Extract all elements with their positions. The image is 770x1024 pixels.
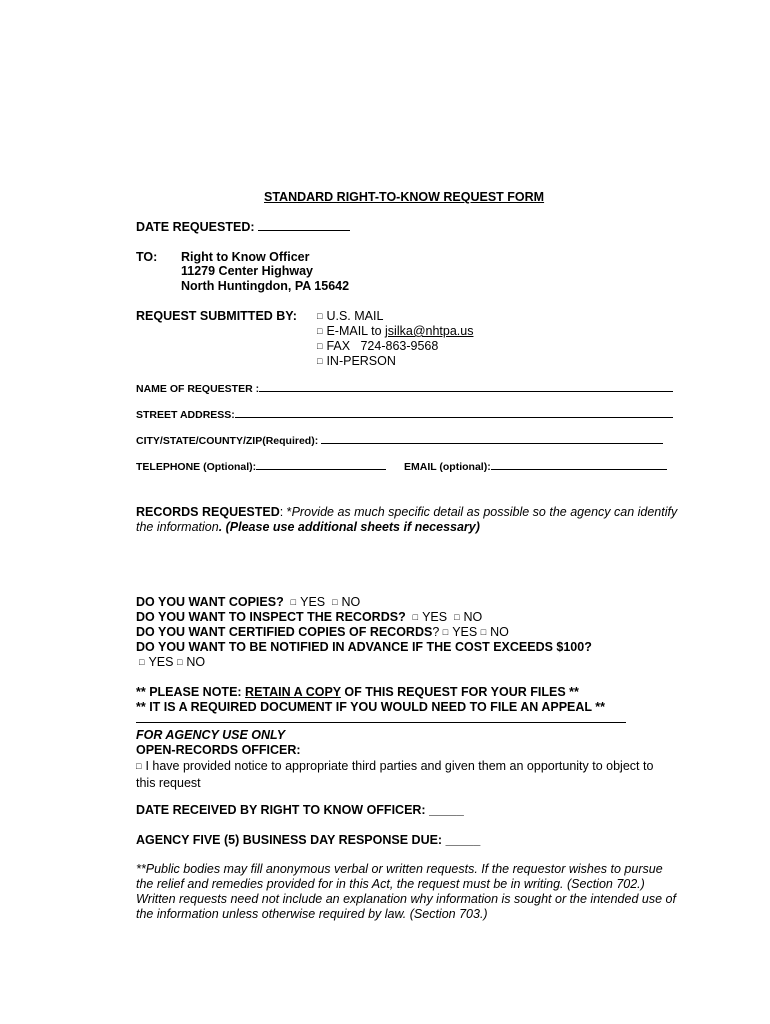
date-requested-row [136,220,350,234]
footer-line-2: the relief and remedies provided for in this Act, the request must be in writing. (Section 702.) [136,877,645,891]
open-records-officer: OPEN-RECORDS OFFICER: [136,743,301,757]
date-requested-field[interactable] [258,229,350,231]
option-mail-label: U.S. MAIL [326,309,384,323]
email-link[interactable]: jsilka@nhtpa.us [385,324,474,338]
footer-line-4: the information unless otherwise required by law. (Section 703.) [136,907,488,921]
date-requested-label: DATE REQUESTED: [136,220,258,234]
option-fax[interactable] [317,339,438,353]
to-line-3: North Huntingdon, PA 15642 [181,279,350,293]
option-in-person-label: IN-PERSON [326,354,396,368]
option-fax-label: FAX 724-863-9568 [326,339,439,353]
question-notify-label: DO YOU WANT TO BE NOTIFIED IN ADVANCE IF THE COST EXCEEDS $100? [136,640,592,654]
third-party-notice [136,758,671,791]
footer-line-3: Written requests need not include an explanation why information is sought or the intended use of [136,892,676,906]
to-line-1: Right to Know Officer [181,250,310,264]
question-inspect: DO YOU WANT TO INSPECT THE RECORDS? □ YES □ NO [136,610,483,624]
records-line-2 [136,520,480,534]
agency-use-only: FOR AGENCY USE ONLY [136,728,286,742]
response-due: AGENCY FIVE (5) BUSINESS DAY RESPONSE DUE: _____ [136,833,481,847]
third-party-notice-text: I have provided notice to appropriate third parties and given them an opportunity to object to this request [136,759,654,790]
telephone-field[interactable] [256,468,386,470]
question-copies-label: DO YOU WANT COPIES [136,595,277,609]
records-line-1 [136,505,677,519]
to-line-2: 11279 Center Highway [181,264,314,278]
checkbox-copies-yes[interactable]: □ [290,597,297,607]
checkbox-email[interactable]: □ [317,326,323,336]
divider [136,722,626,723]
records-label: RECORDS REQUESTED [136,505,280,519]
option-mail[interactable] [317,309,383,323]
option-in-person[interactable] [317,354,396,368]
checkbox-certified-yes[interactable]: □ [442,627,449,637]
street-field[interactable] [235,416,673,418]
checkbox-third-party[interactable]: □ [136,761,142,771]
name-label: NAME OF REQUESTER : [136,383,260,395]
question-certified: DO YOU WANT CERTIFIED COPIES OF RECORDS? □ YES □ NO [136,625,509,639]
email-label: EMAIL (optional): [404,461,491,473]
question-certified-label: DO YOU WANT CERTIFIED COPIES OF RECORDS [136,625,433,639]
street-row [136,409,673,421]
records-additional-sheets: . (Please use additional sheets if necessary) [218,520,480,534]
checkbox-notify-yes[interactable]: □ [139,657,145,667]
name-row [136,383,673,395]
option-email[interactable] [317,324,473,338]
checkbox-inspect-yes[interactable]: □ [412,612,419,622]
city-field[interactable] [321,442,663,444]
email-field[interactable] [491,468,667,470]
page-title: STANDARD RIGHT-TO-KNOW REQUEST FORM [264,190,545,204]
checkbox-certified-no[interactable]: □ [480,627,487,637]
name-field[interactable] [259,390,673,392]
checkbox-mail[interactable]: □ [317,311,323,321]
checkbox-fax[interactable]: □ [317,341,323,351]
question-notify-options: □ YES □ NO [139,655,206,669]
records-instructions-2: the information [136,520,219,534]
city-label: CITY/STATE/COUNTY/ZIP(Required): [136,435,322,447]
question-inspect-label: DO YOU WANT TO INSPECT THE RECORDS [136,610,399,624]
email-row [404,461,667,473]
submitted-label: REQUEST SUBMITTED BY: [136,309,297,323]
to-label: TO: [136,250,158,264]
records-instructions-1: Provide as much specific detail as possible so the agency can identify [291,505,678,519]
checkbox-in-person[interactable]: □ [317,356,323,366]
date-received: DATE RECEIVED BY RIGHT TO KNOW OFFICER: _____ [136,803,464,817]
question-copies: DO YOU WANT COPIES? □ YES □ NO [136,595,361,609]
street-label: STREET ADDRESS: [136,409,235,421]
telephone-row [136,461,386,473]
note-line-1: ** PLEASE NOTE: RETAIN A COPY OF THIS REQUEST FOR YOUR FILES ** [136,685,579,699]
retain-copy: RETAIN A COPY [245,685,341,699]
checkbox-notify-no[interactable]: □ [176,657,183,667]
telephone-label: TELEPHONE (Optional): [136,461,257,473]
option-email-label: E-MAIL to [326,324,386,338]
note-line-2: ** IT IS A REQUIRED DOCUMENT IF YOU WOULD NEED TO FILE AN APPEAL ** [136,700,606,714]
checkbox-inspect-no[interactable]: □ [454,612,460,622]
footer-line-1: **Public bodies may fill anonymous verbal or written requests. If the requestor wishes to pursue [136,862,663,876]
city-row [136,435,663,447]
checkbox-copies-no[interactable]: □ [332,597,338,607]
records-colon: : * [279,505,292,519]
